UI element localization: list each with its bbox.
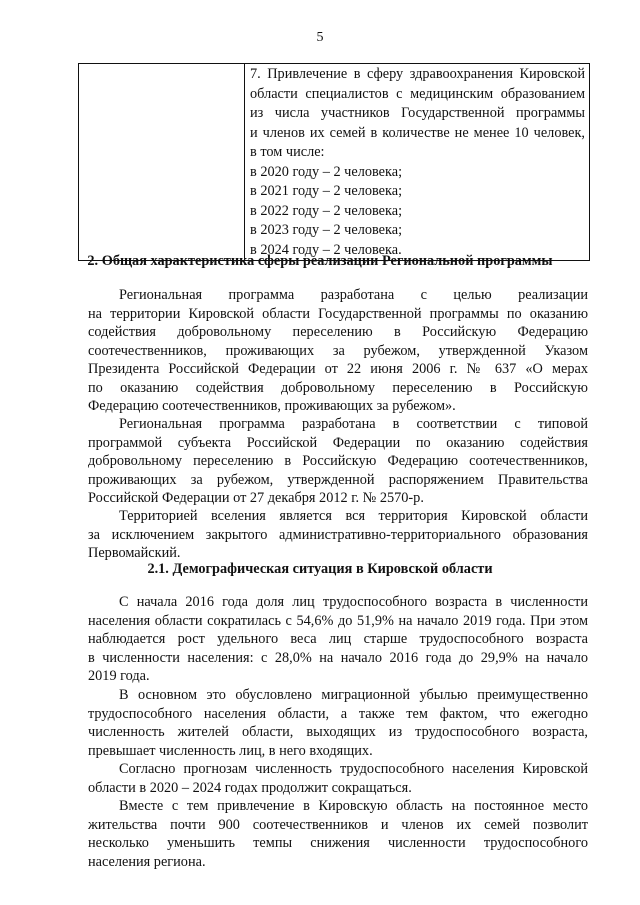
paragraph-line: добровольному переселению в Российскую Федерацию соотечественников, <box>88 453 588 469</box>
paragraph <box>88 593 588 686</box>
paragraph-line: Территорией вселения является вся территория Кировской области <box>119 508 588 524</box>
paragraph-line: превышает численность лиц, в него входящих. <box>88 742 373 759</box>
paragraph <box>88 760 588 797</box>
table-line: в 2020 году – 2 человека; <box>250 163 403 180</box>
paragraph <box>88 686 588 760</box>
paragraph-line: Региональная программа разработана в соответствии с типовой <box>119 416 588 432</box>
paragraph-line: несколько уменьшить темпы снижения численности трудоспособного <box>88 835 588 851</box>
paragraph-line: Федерацию соотечественников, проживающих за рубежом». <box>88 398 456 414</box>
paragraph-line: Президента Российской Федерации от 22 июня 2006 г. № 637 «О мерах <box>88 361 588 377</box>
paragraph-line: 2019 года. <box>88 668 150 684</box>
paragraph-line: в численности населения: с 28,0% на начало 2016 года до 29,9% на начало <box>88 649 588 666</box>
paragraph-line: по оказанию содействия добровольному переселению в Российскую <box>88 379 588 396</box>
paragraph-line: жительства почти 900 соотечественников и членов их семей позволит <box>88 816 588 833</box>
table-row <box>79 64 590 261</box>
subsection-heading: 2.1. Демографическая ситуация в Кировской области <box>147 561 493 577</box>
paragraph-line: на территории Кировской области Государственной программы по оказанию <box>88 305 588 322</box>
table-line: в том числе: <box>250 144 325 160</box>
paragraph-line: С начала 2016 года доля лиц трудоспособного возраста в численности <box>119 594 588 610</box>
paragraph-line: Согласно прогнозам численность трудоспособного населения Кировской <box>119 761 588 777</box>
paragraph <box>88 415 588 508</box>
paragraph <box>88 286 588 416</box>
paragraph-line: Вместе с тем привлечение в Кировскую область на постоянное место <box>119 798 588 814</box>
paragraph-line: населения региона. <box>88 853 206 870</box>
paragraph-line: В основном это обусловлено миграционной убылью преимущественно <box>119 687 588 703</box>
paragraph-line: наблюдается рост удельного веса лиц старше трудоспособного возраста <box>88 631 588 647</box>
paragraph <box>88 507 588 563</box>
table-cell-empty <box>79 64 245 261</box>
table-line: из числа участников Государственной программы <box>250 105 585 121</box>
table-line: в 2023 году – 2 человека; <box>250 222 403 238</box>
paragraph-line: области в 2020 – 2024 годах продолжит сокращаться. <box>88 779 412 796</box>
page-number: 5 <box>316 30 324 45</box>
paragraph <box>88 797 588 871</box>
indicators-table <box>78 63 590 261</box>
table-line: в 2021 году – 2 человека; <box>250 183 403 199</box>
paragraph-line: населения области сократилась с 54,6% до 51,9% на начало 2019 года. При этом <box>88 612 588 629</box>
table-line: 7. Привлечение в сферу здравоохранения Кировской <box>250 66 585 82</box>
paragraph-line: за исключением закрытого административно-территориального образования <box>88 526 588 543</box>
paragraph-line: численность жителей области, выходящих из трудоспособного возраста, <box>88 724 588 740</box>
paragraph-line: Российской Федерации от 27 декабря 2012 г. № 2570-р. <box>88 490 424 506</box>
table-line: в 2022 году – 2 человека; <box>250 202 403 219</box>
paragraph-line: проживающих за рубежом, утвержденной распоряжением Правительства <box>88 471 588 488</box>
table-line: области специалистов с медицинским образованием <box>250 85 585 102</box>
table-line: и членов их семей в количестве не менее 10 человек, <box>250 124 585 141</box>
paragraph-line: Региональная программа разработана с целью реализации <box>119 287 588 303</box>
paragraph-line: Первомайский. <box>88 545 181 561</box>
paragraph-line: содействия добровольному переселению в Российскую Федерацию <box>88 324 588 340</box>
table-cell-text <box>245 64 590 261</box>
section-heading: 2. Общая характеристика сферы реализации Региональной программы <box>87 253 553 269</box>
paragraph-line: соотечественников, проживающих за рубежом, утвержденной Указом <box>88 342 588 359</box>
paragraph-line: трудоспособного населения области, а также тем фактом, что ежегодно <box>88 705 588 722</box>
paragraph-line: программой субъекта Российской Федерации по оказанию содействия <box>88 434 588 451</box>
table-line: в 2024 году – 2 человека. <box>250 241 402 258</box>
